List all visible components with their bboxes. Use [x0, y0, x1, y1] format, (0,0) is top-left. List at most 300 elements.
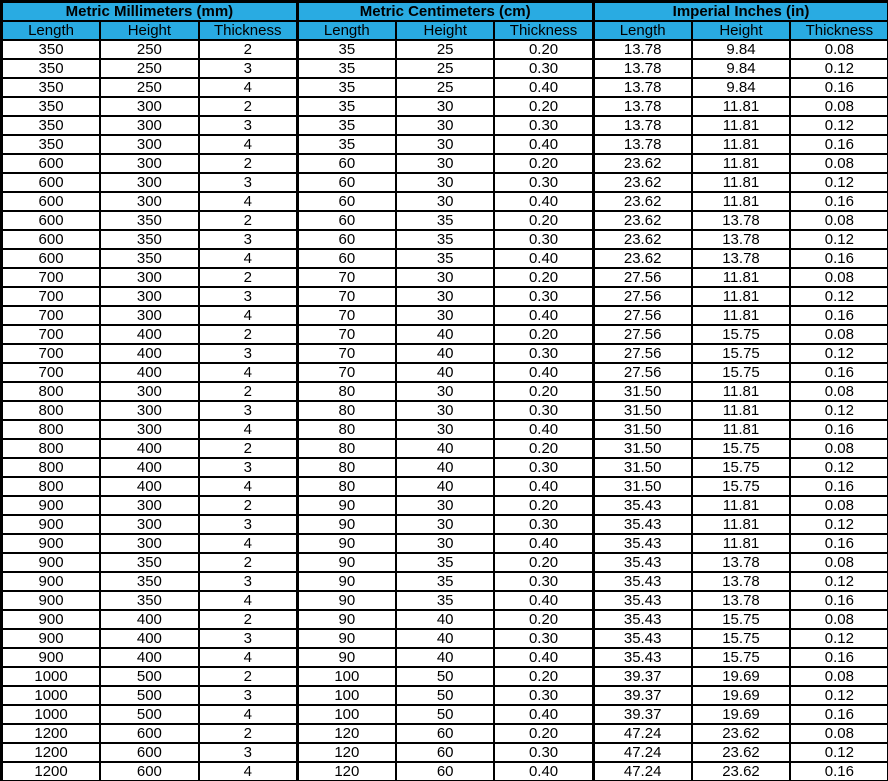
column-header-thickness-2: Thickness — [790, 21, 888, 40]
table-cell: 0.20 — [494, 97, 593, 116]
table-cell: 0.40 — [494, 78, 593, 97]
table-cell: 300 — [100, 534, 199, 553]
table-cell: 60 — [297, 173, 396, 192]
table-cell: 27.56 — [593, 363, 692, 382]
table-cell: 35 — [396, 572, 495, 591]
table-cell: 3 — [199, 344, 298, 363]
table-cell: 4 — [199, 249, 298, 268]
table-cell: 350 — [2, 135, 101, 154]
table-cell: 0.30 — [494, 743, 593, 762]
table-cell: 500 — [100, 667, 199, 686]
table-row — [2, 325, 888, 344]
table-cell: 15.75 — [692, 458, 791, 477]
table-cell: 0.08 — [790, 325, 888, 344]
table-cell: 0.30 — [494, 686, 593, 705]
table-cell: 0.20 — [494, 154, 593, 173]
table-cell: 400 — [100, 629, 199, 648]
table-cell: 600 — [100, 762, 199, 781]
table-cell: 60 — [297, 249, 396, 268]
table-cell: 300 — [100, 268, 199, 287]
table-cell: 0.30 — [494, 458, 593, 477]
table-cell: 0.12 — [790, 59, 888, 78]
table-cell: 0.40 — [494, 249, 593, 268]
table-cell: 600 — [2, 154, 101, 173]
table-row — [2, 724, 888, 743]
table-cell: 13.78 — [593, 59, 692, 78]
table-cell: 900 — [2, 534, 101, 553]
table-cell: 1200 — [2, 762, 101, 781]
table-cell: 15.75 — [692, 648, 791, 667]
table-cell: 400 — [100, 344, 199, 363]
table-cell: 0.40 — [494, 534, 593, 553]
table-cell: 4 — [199, 135, 298, 154]
table-cell: 3 — [199, 230, 298, 249]
table-cell: 11.81 — [692, 515, 791, 534]
table-cell: 2 — [199, 97, 298, 116]
table-cell: 800 — [2, 420, 101, 439]
table-cell: 300 — [100, 192, 199, 211]
table-cell: 300 — [100, 97, 199, 116]
table-row — [2, 515, 888, 534]
table-cell: 2 — [199, 325, 298, 344]
table-cell: 39.37 — [593, 686, 692, 705]
table-cell: 0.20 — [494, 439, 593, 458]
table-row — [2, 553, 888, 572]
table-cell: 0.30 — [494, 287, 593, 306]
table-cell: 0.20 — [494, 610, 593, 629]
table-cell: 30 — [396, 192, 495, 211]
table-cell: 300 — [100, 382, 199, 401]
table-cell: 0.12 — [790, 173, 888, 192]
table-cell: 50 — [396, 667, 495, 686]
group-header-cm: Metric Centimeters (cm) — [297, 2, 593, 22]
table-cell: 13.78 — [593, 116, 692, 135]
table-cell: 11.81 — [692, 401, 791, 420]
table-cell: 15.75 — [692, 610, 791, 629]
table-cell: 11.81 — [692, 192, 791, 211]
table-cell: 70 — [297, 363, 396, 382]
table-cell: 23.62 — [692, 724, 791, 743]
table-cell: 27.56 — [593, 306, 692, 325]
table-cell: 80 — [297, 477, 396, 496]
table-cell: 4 — [199, 78, 298, 97]
table-cell: 300 — [100, 116, 199, 135]
table-cell: 120 — [297, 724, 396, 743]
table-cell: 0.08 — [790, 268, 888, 287]
table-cell: 0.12 — [790, 515, 888, 534]
table-cell: 23.62 — [593, 154, 692, 173]
table-cell: 40 — [396, 458, 495, 477]
table-cell: 1000 — [2, 667, 101, 686]
table-row — [2, 287, 888, 306]
table-cell: 50 — [396, 705, 495, 724]
table-cell: 800 — [2, 458, 101, 477]
table-cell: 0.20 — [494, 553, 593, 572]
table-cell: 800 — [2, 401, 101, 420]
table-cell: 13.78 — [593, 135, 692, 154]
table-cell: 4 — [199, 705, 298, 724]
table-cell: 300 — [100, 135, 199, 154]
table-cell: 400 — [100, 477, 199, 496]
table-cell: 2 — [199, 268, 298, 287]
column-header-thickness-0: Thickness — [199, 21, 298, 40]
table-cell: 700 — [2, 306, 101, 325]
table-cell: 13.78 — [692, 572, 791, 591]
table-cell: 0.08 — [790, 496, 888, 515]
table-cell: 35 — [396, 591, 495, 610]
table-cell: 0.08 — [790, 382, 888, 401]
table-cell: 9.84 — [692, 40, 791, 59]
table-cell: 0.20 — [494, 382, 593, 401]
table-cell: 300 — [100, 496, 199, 515]
table-cell: 25 — [396, 40, 495, 59]
table-cell: 0.40 — [494, 648, 593, 667]
table-cell: 4 — [199, 363, 298, 382]
table-cell: 700 — [2, 325, 101, 344]
table-cell: 11.81 — [692, 97, 791, 116]
table-cell: 0.30 — [494, 59, 593, 78]
table-cell: 3 — [199, 686, 298, 705]
table-cell: 47.24 — [593, 724, 692, 743]
table-cell: 4 — [199, 477, 298, 496]
table-cell: 13.78 — [692, 211, 791, 230]
table-cell: 900 — [2, 629, 101, 648]
table-cell: 0.12 — [790, 572, 888, 591]
table-cell: 90 — [297, 553, 396, 572]
column-header-length-1: Length — [297, 21, 396, 40]
table-cell: 47.24 — [593, 762, 692, 781]
table-cell: 1000 — [2, 686, 101, 705]
table-cell: 2 — [199, 154, 298, 173]
table-cell: 30 — [396, 306, 495, 325]
table-cell: 35 — [396, 249, 495, 268]
table-cell: 19.69 — [692, 686, 791, 705]
table-cell: 0.08 — [790, 553, 888, 572]
table-row — [2, 230, 888, 249]
table-row — [2, 401, 888, 420]
table-cell: 800 — [2, 439, 101, 458]
table-cell: 500 — [100, 686, 199, 705]
table-cell: 80 — [297, 458, 396, 477]
table-cell: 0.12 — [790, 743, 888, 762]
table-cell: 13.78 — [593, 78, 692, 97]
table-cell: 2 — [199, 211, 298, 230]
table-cell: 13.78 — [692, 553, 791, 572]
table-cell: 35 — [297, 40, 396, 59]
table-cell: 23.62 — [593, 173, 692, 192]
table-cell: 0.30 — [494, 401, 593, 420]
table-row — [2, 458, 888, 477]
table-cell: 3 — [199, 458, 298, 477]
group-header-mm: Metric Millimeters (mm) — [2, 2, 298, 22]
table-row — [2, 59, 888, 78]
table-cell: 0.20 — [494, 268, 593, 287]
table-cell: 0.12 — [790, 686, 888, 705]
table-row — [2, 382, 888, 401]
table-cell: 3 — [199, 59, 298, 78]
table-cell: 30 — [396, 382, 495, 401]
table-cell: 31.50 — [593, 439, 692, 458]
table-cell: 0.20 — [494, 325, 593, 344]
table-cell: 350 — [2, 59, 101, 78]
table-cell: 2 — [199, 724, 298, 743]
table-cell: 35.43 — [593, 648, 692, 667]
table-cell: 23.62 — [692, 743, 791, 762]
table-cell: 0.12 — [790, 230, 888, 249]
table-cell: 100 — [297, 667, 396, 686]
table-cell: 800 — [2, 477, 101, 496]
table-row — [2, 363, 888, 382]
table-cell: 700 — [2, 344, 101, 363]
table-cell: 3 — [199, 116, 298, 135]
table-row — [2, 534, 888, 553]
table-cell: 40 — [396, 477, 495, 496]
table-cell: 3 — [199, 572, 298, 591]
table-cell: 39.37 — [593, 705, 692, 724]
table-cell: 0.40 — [494, 705, 593, 724]
table-cell: 35.43 — [593, 629, 692, 648]
table-cell: 0.30 — [494, 230, 593, 249]
table-cell: 900 — [2, 610, 101, 629]
table-cell: 35 — [297, 116, 396, 135]
table-cell: 40 — [396, 325, 495, 344]
table-cell: 0.20 — [494, 667, 593, 686]
table-cell: 35.43 — [593, 591, 692, 610]
table-cell: 2 — [199, 496, 298, 515]
table-cell: 1200 — [2, 724, 101, 743]
table-cell: 35.43 — [593, 496, 692, 515]
table-cell: 9.84 — [692, 59, 791, 78]
table-cell: 0.08 — [790, 40, 888, 59]
table-row — [2, 249, 888, 268]
table-cell: 100 — [297, 686, 396, 705]
table-cell: 350 — [100, 230, 199, 249]
table-cell: 0.40 — [494, 591, 593, 610]
table-cell: 0.16 — [790, 705, 888, 724]
table-cell: 900 — [2, 496, 101, 515]
table-cell: 90 — [297, 629, 396, 648]
table-cell: 60 — [297, 154, 396, 173]
table-cell: 0.20 — [494, 496, 593, 515]
table-cell: 35 — [297, 78, 396, 97]
table-cell: 900 — [2, 515, 101, 534]
table-cell: 350 — [2, 40, 101, 59]
table-row — [2, 420, 888, 439]
table-cell: 0.08 — [790, 97, 888, 116]
table-row — [2, 572, 888, 591]
table-cell: 11.81 — [692, 496, 791, 515]
table-row — [2, 78, 888, 97]
table-cell: 400 — [100, 610, 199, 629]
table-cell: 0.16 — [790, 534, 888, 553]
table-cell: 11.81 — [692, 116, 791, 135]
table-cell: 4 — [199, 762, 298, 781]
table-cell: 0.16 — [790, 363, 888, 382]
table-cell: 27.56 — [593, 344, 692, 363]
table-cell: 80 — [297, 439, 396, 458]
table-row — [2, 268, 888, 287]
table-cell: 30 — [396, 420, 495, 439]
table-cell: 3 — [199, 173, 298, 192]
table-cell: 900 — [2, 648, 101, 667]
table-cell: 40 — [396, 439, 495, 458]
column-header-row — [2, 21, 888, 40]
table-cell: 40 — [396, 363, 495, 382]
table-cell: 400 — [100, 325, 199, 344]
group-header-row — [2, 2, 888, 22]
table-cell: 90 — [297, 496, 396, 515]
table-row — [2, 135, 888, 154]
table-cell: 90 — [297, 572, 396, 591]
table-cell: 0.08 — [790, 610, 888, 629]
table-cell: 35 — [396, 230, 495, 249]
table-cell: 70 — [297, 344, 396, 363]
table-cell: 0.20 — [494, 40, 593, 59]
column-header-length-0: Length — [2, 21, 101, 40]
table-cell: 600 — [2, 230, 101, 249]
table-cell: 100 — [297, 705, 396, 724]
table-cell: 2 — [199, 610, 298, 629]
table-row — [2, 306, 888, 325]
table-cell: 0.30 — [494, 572, 593, 591]
table-cell: 0.40 — [494, 192, 593, 211]
table-cell: 25 — [396, 78, 495, 97]
table-cell: 0.16 — [790, 591, 888, 610]
table-cell: 11.81 — [692, 154, 791, 173]
table-cell: 13.78 — [593, 97, 692, 116]
table-cell: 400 — [100, 363, 199, 382]
table-cell: 60 — [396, 743, 495, 762]
table-cell: 13.78 — [692, 249, 791, 268]
table-cell: 0.20 — [494, 211, 593, 230]
table-cell: 350 — [100, 553, 199, 572]
table-cell: 30 — [396, 268, 495, 287]
table-row — [2, 610, 888, 629]
table-cell: 31.50 — [593, 382, 692, 401]
table-cell: 0.30 — [494, 629, 593, 648]
table-cell: 0.08 — [790, 724, 888, 743]
table-cell: 30 — [396, 515, 495, 534]
table-cell: 700 — [2, 268, 101, 287]
table-cell: 15.75 — [692, 325, 791, 344]
table-cell: 300 — [100, 515, 199, 534]
table-row — [2, 211, 888, 230]
table-cell: 0.40 — [494, 477, 593, 496]
table-cell: 80 — [297, 401, 396, 420]
table-cell: 23.62 — [593, 230, 692, 249]
table-cell: 90 — [297, 610, 396, 629]
table-cell: 35.43 — [593, 553, 692, 572]
table-cell: 13.78 — [692, 230, 791, 249]
table-cell: 350 — [100, 211, 199, 230]
table-cell: 3 — [199, 629, 298, 648]
table-cell: 1200 — [2, 743, 101, 762]
table-cell: 350 — [100, 249, 199, 268]
table-cell: 700 — [2, 363, 101, 382]
table-cell: 250 — [100, 40, 199, 59]
table-row — [2, 762, 888, 781]
table-cell: 35 — [297, 135, 396, 154]
table-cell: 4 — [199, 591, 298, 610]
table-row — [2, 97, 888, 116]
table-cell: 350 — [100, 591, 199, 610]
table-cell: 3 — [199, 287, 298, 306]
table-cell: 35.43 — [593, 515, 692, 534]
table-row — [2, 591, 888, 610]
table-cell: 11.81 — [692, 135, 791, 154]
table-cell: 0.16 — [790, 135, 888, 154]
table-cell: 0.16 — [790, 477, 888, 496]
table-cell: 500 — [100, 705, 199, 724]
table-cell: 40 — [396, 610, 495, 629]
table-cell: 80 — [297, 420, 396, 439]
table-cell: 0.40 — [494, 135, 593, 154]
table-cell: 0.12 — [790, 344, 888, 363]
table-row — [2, 648, 888, 667]
table-cell: 70 — [297, 268, 396, 287]
table-row — [2, 496, 888, 515]
table-cell: 11.81 — [692, 382, 791, 401]
table-row — [2, 629, 888, 648]
table-cell: 300 — [100, 306, 199, 325]
table-cell: 3 — [199, 401, 298, 420]
table-cell: 35 — [396, 553, 495, 572]
table-cell: 90 — [297, 591, 396, 610]
table-cell: 600 — [2, 249, 101, 268]
table-cell: 11.81 — [692, 287, 791, 306]
table-cell: 90 — [297, 534, 396, 553]
table-cell: 30 — [396, 154, 495, 173]
table-cell: 27.56 — [593, 325, 692, 344]
table-cell: 30 — [396, 401, 495, 420]
table-cell: 2 — [199, 40, 298, 59]
table-cell: 23.62 — [593, 249, 692, 268]
table-cell: 120 — [297, 743, 396, 762]
table-cell: 35.43 — [593, 610, 692, 629]
table-cell: 900 — [2, 591, 101, 610]
table-cell: 350 — [2, 116, 101, 135]
table-row — [2, 116, 888, 135]
table-row — [2, 192, 888, 211]
table-cell: 90 — [297, 648, 396, 667]
table-cell: 2 — [199, 382, 298, 401]
table-cell: 0.30 — [494, 344, 593, 363]
table-row — [2, 477, 888, 496]
table-cell: 11.81 — [692, 173, 791, 192]
table-cell: 350 — [2, 78, 101, 97]
table-cell: 30 — [396, 496, 495, 515]
table-cell: 60 — [297, 230, 396, 249]
table-row — [2, 439, 888, 458]
table-cell: 47.24 — [593, 743, 692, 762]
table-cell: 3 — [199, 743, 298, 762]
table-cell: 50 — [396, 686, 495, 705]
table-cell: 0.16 — [790, 78, 888, 97]
table-cell: 15.75 — [692, 477, 791, 496]
table-cell: 19.69 — [692, 667, 791, 686]
table-cell: 31.50 — [593, 477, 692, 496]
table-cell: 0.12 — [790, 401, 888, 420]
table-cell: 23.62 — [593, 211, 692, 230]
table-cell: 600 — [100, 724, 199, 743]
table-cell: 800 — [2, 382, 101, 401]
table-cell: 60 — [297, 211, 396, 230]
table-cell: 9.84 — [692, 78, 791, 97]
table-cell: 600 — [2, 211, 101, 230]
table-cell: 40 — [396, 648, 495, 667]
table-cell: 35 — [297, 59, 396, 78]
table-cell: 350 — [2, 97, 101, 116]
